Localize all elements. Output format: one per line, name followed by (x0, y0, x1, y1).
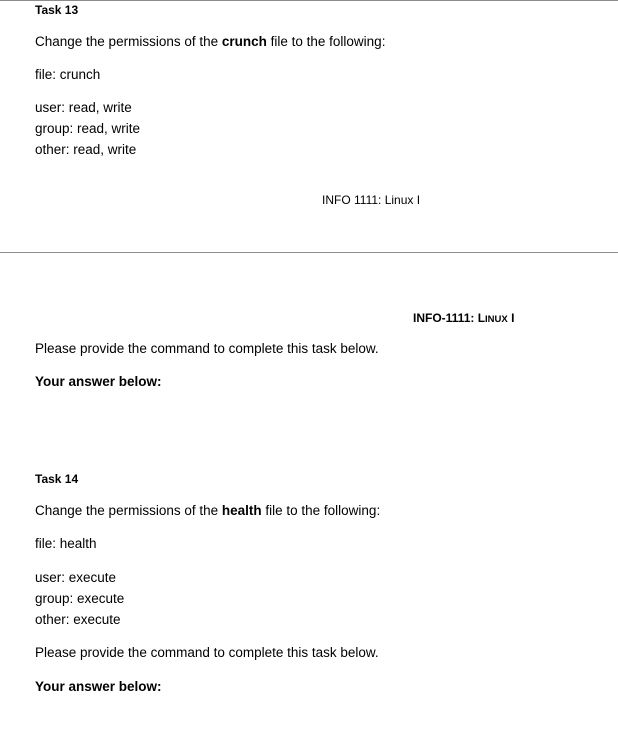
task-14-user-permission: user: execute (35, 570, 117, 585)
task-14-group-permission: group: execute (35, 591, 125, 606)
page-break-divider (0, 252, 618, 253)
instruction-suffix: file to the following: (261, 503, 381, 518)
header-suffix: I (507, 311, 515, 325)
task-13-file-line: file: crunch (35, 67, 101, 82)
instruction-suffix: file to the following: (266, 34, 386, 49)
instruction-prefix: Change the permissions of the (35, 503, 222, 518)
task-14-prompt: Please provide the command to complete this task below. (35, 645, 379, 660)
task-13-user-permission: user: read, write (35, 100, 132, 115)
task-13-answer-label: Your answer below: (35, 374, 162, 389)
header-prefix: INFO-1111: L (413, 311, 486, 325)
task-14-instruction (35, 503, 380, 519)
page-1-footer: INFO 1111: Linux I (322, 193, 421, 207)
instruction-prefix: Change the permissions of the (35, 34, 222, 49)
task-14-other-permission: other: execute (35, 612, 121, 627)
task-14-answer-label: Your answer below: (35, 679, 162, 694)
task-14-file-line: file: health (35, 536, 97, 551)
task-13-instruction (35, 34, 385, 50)
instruction-filename: crunch (221, 34, 267, 49)
task-14-title: Task 14 (35, 472, 79, 486)
page-top-border (0, 0, 618, 1)
instruction-filename: health (221, 503, 262, 518)
page-2-header (413, 310, 514, 328)
task-13-group-permission: group: read, write (35, 121, 141, 136)
task-13-title: Task 13 (35, 3, 79, 17)
task-13-prompt: Please provide the command to complete this task below. (35, 341, 379, 356)
task-13-other-permission: other: read, write (35, 142, 137, 157)
header-small-caps: INUX (485, 314, 508, 325)
